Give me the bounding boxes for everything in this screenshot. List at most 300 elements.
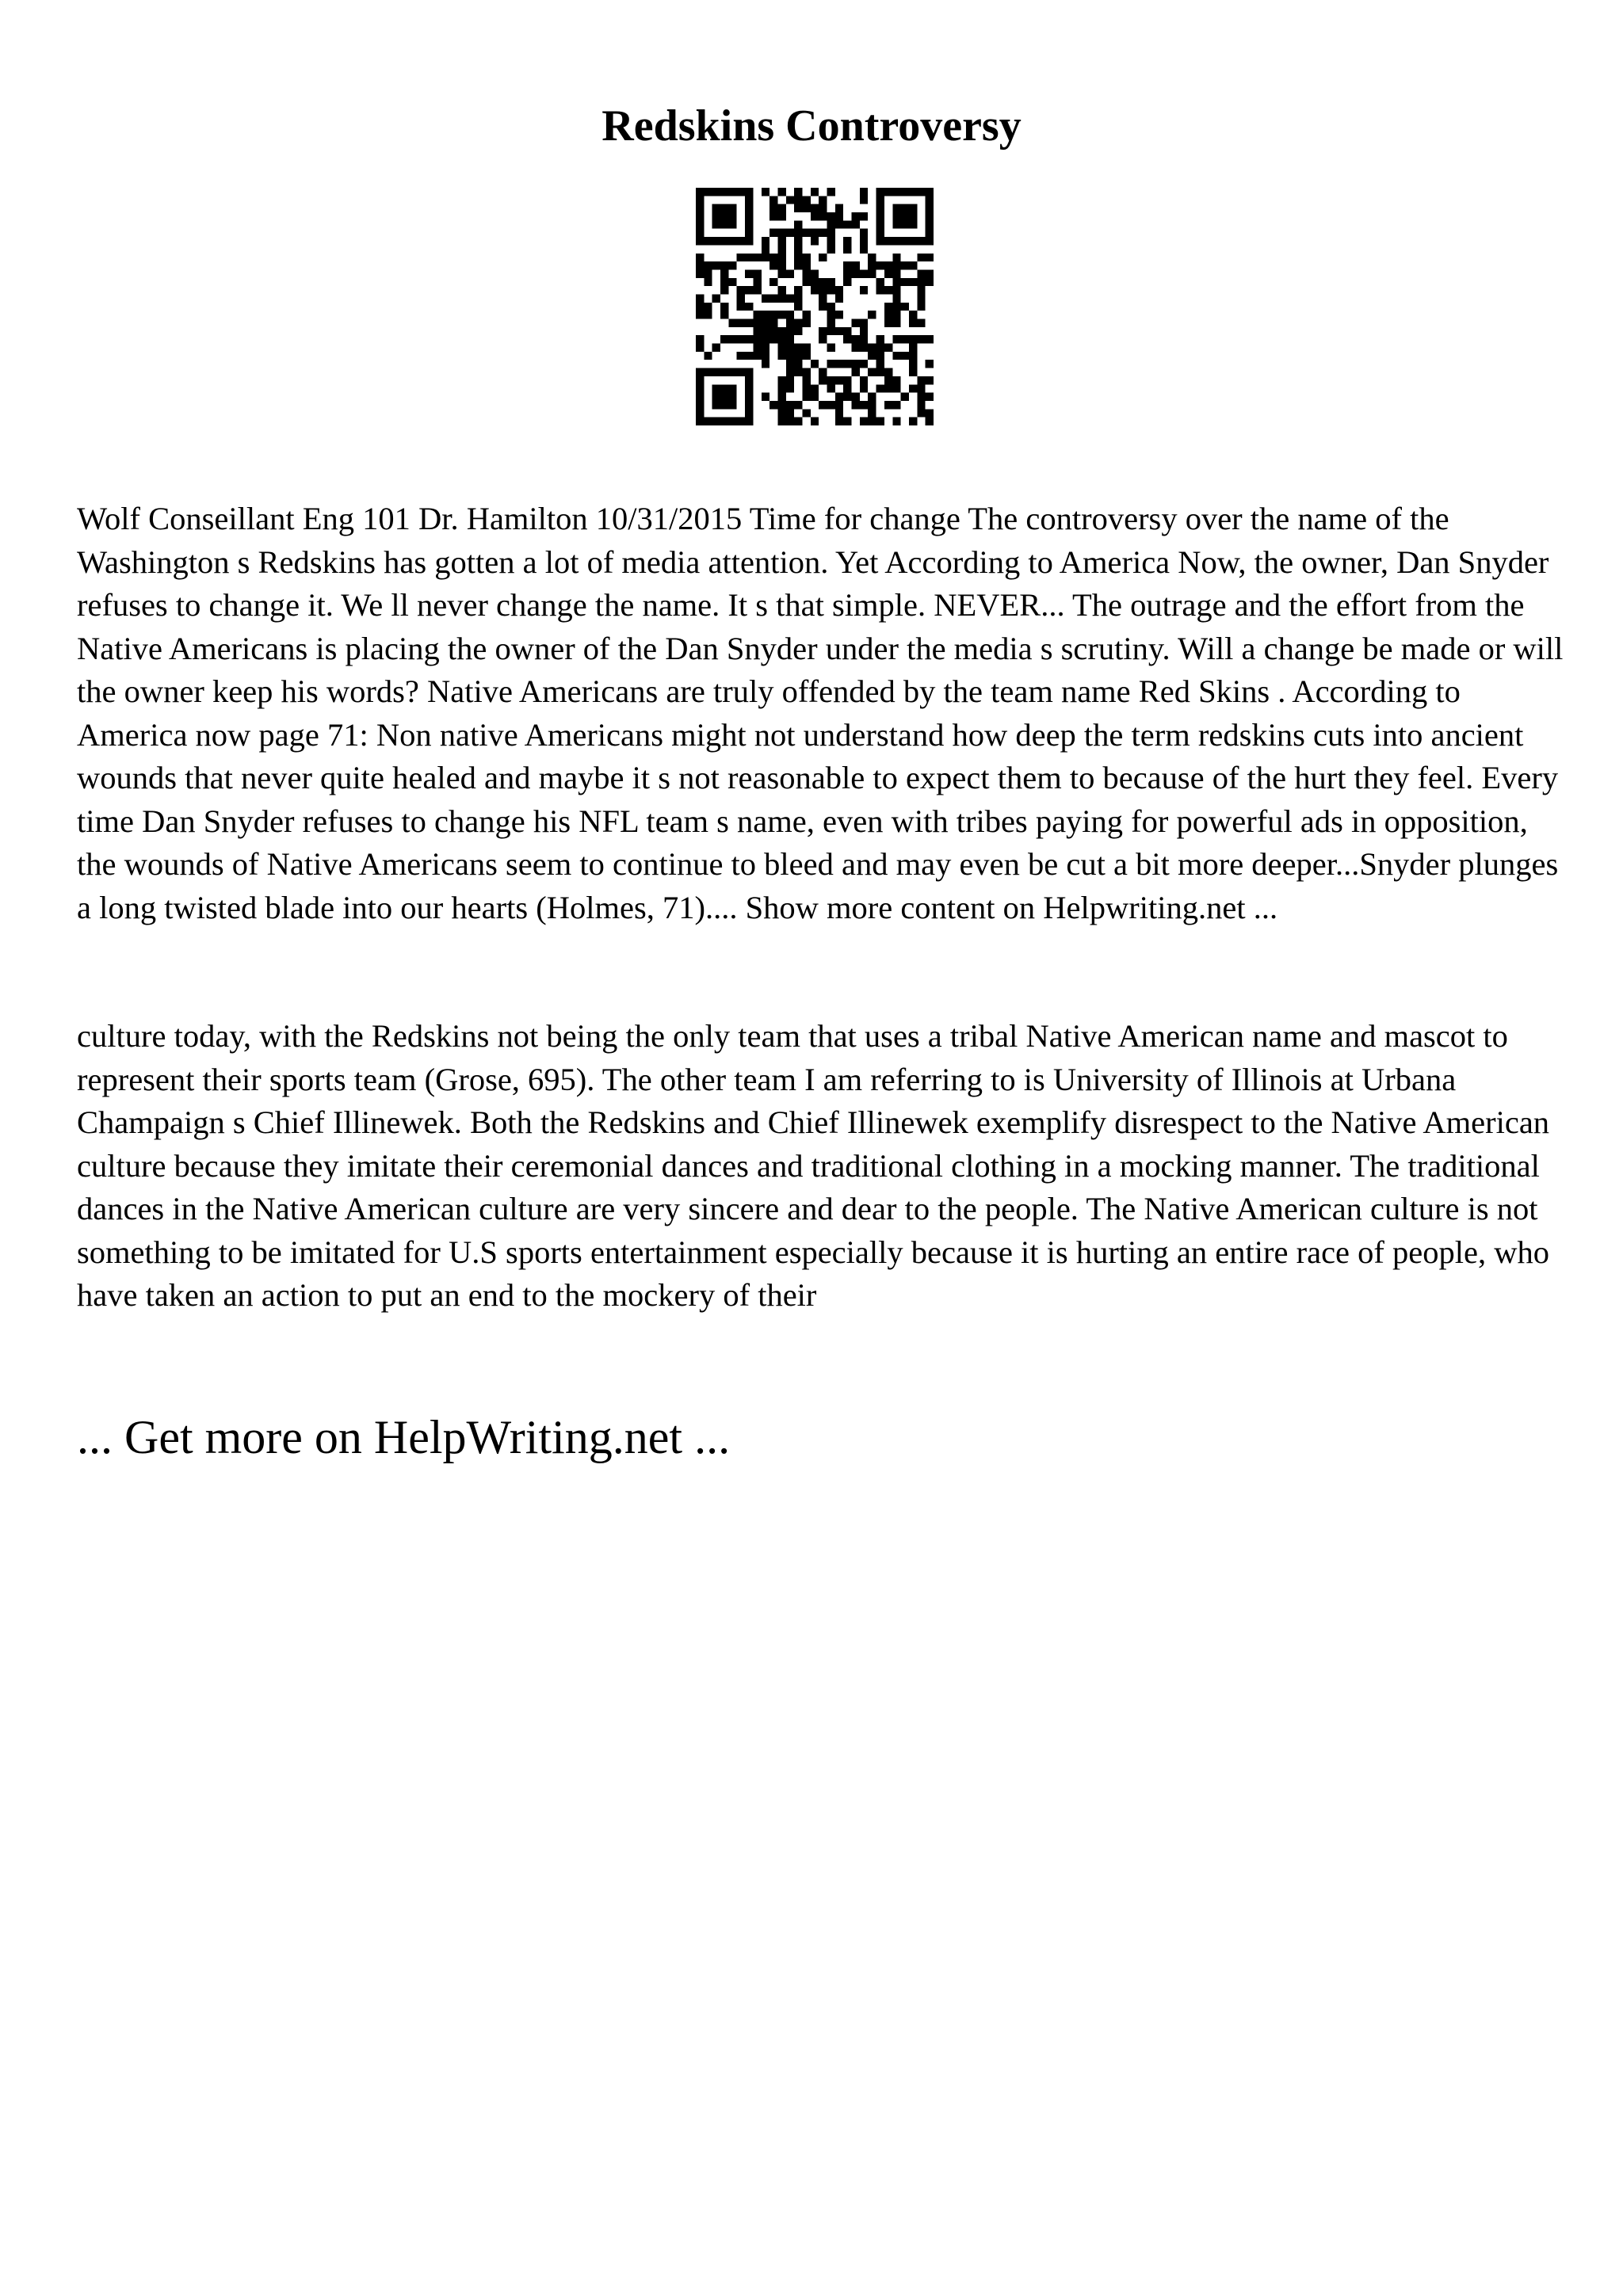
qr-module — [819, 196, 827, 204]
qr-module — [819, 286, 827, 294]
get-more-link[interactable]: ... Get more on HelpWriting.net ... — [77, 1411, 731, 1463]
qr-module — [926, 418, 934, 425]
qr-module — [777, 269, 785, 277]
qr-module — [753, 335, 761, 343]
qr-module — [777, 188, 785, 196]
qr-module — [794, 294, 802, 302]
qr-module — [909, 352, 917, 360]
qr-module — [696, 188, 704, 196]
qr-module — [843, 393, 851, 401]
qr-module — [745, 269, 753, 277]
qr-module — [794, 319, 802, 327]
qr-module — [901, 278, 909, 286]
qr-module — [696, 196, 704, 204]
qr-module — [827, 237, 835, 245]
qr-module — [909, 212, 917, 220]
qr-module — [777, 401, 785, 409]
qr-module — [712, 188, 720, 196]
qr-module — [704, 418, 712, 425]
qr-module — [786, 335, 794, 343]
qr-module — [917, 269, 925, 277]
qr-module — [802, 384, 810, 392]
qr-module — [926, 360, 934, 368]
qr-module — [909, 384, 917, 392]
qr-module — [926, 376, 934, 384]
qr-module — [909, 368, 917, 376]
qr-module — [860, 319, 868, 327]
qr-module — [884, 188, 892, 196]
qr-module — [892, 237, 900, 245]
qr-module — [696, 261, 704, 269]
qr-module — [777, 352, 785, 360]
qr-module — [728, 188, 736, 196]
qr-module — [852, 368, 860, 376]
qr-module — [892, 212, 900, 220]
qr-module — [852, 212, 860, 220]
qr-module — [860, 344, 868, 352]
qr-module — [794, 254, 802, 261]
qr-module — [704, 352, 712, 360]
qr-module — [762, 188, 769, 196]
qr-module — [745, 418, 753, 425]
qr-module — [835, 311, 843, 318]
qr-module — [860, 335, 868, 343]
qr-module — [802, 409, 810, 417]
qr-module — [737, 319, 745, 327]
qr-module — [835, 376, 843, 384]
qr-module — [827, 229, 835, 237]
qr-module — [762, 327, 769, 335]
qr-module — [777, 245, 785, 253]
qr-module — [892, 418, 900, 425]
qr-module — [876, 237, 884, 245]
qr-module — [843, 220, 851, 228]
qr-module — [884, 303, 892, 311]
qr-module — [786, 327, 794, 335]
qr-module — [876, 286, 884, 294]
qr-module — [892, 303, 900, 311]
qr-module — [769, 311, 777, 318]
qr-module — [777, 237, 785, 245]
qr-module — [884, 319, 892, 327]
qr-module — [794, 368, 802, 376]
qr-module — [884, 376, 892, 384]
qr-module — [745, 220, 753, 228]
qr-module — [811, 188, 819, 196]
qr-module — [777, 376, 785, 384]
qr-module — [827, 344, 835, 352]
qr-module — [728, 212, 736, 220]
qr-module — [926, 237, 934, 245]
qr-module — [802, 196, 810, 204]
qr-module — [876, 212, 884, 220]
qr-module — [745, 368, 753, 376]
qr-module — [827, 319, 835, 327]
qr-module — [794, 286, 802, 294]
qr-module — [884, 384, 892, 392]
qr-module — [926, 188, 934, 196]
qr-module — [835, 327, 843, 335]
qr-module — [802, 352, 810, 360]
qr-module — [753, 344, 761, 352]
qr-module — [737, 303, 745, 311]
qr-module — [786, 319, 794, 327]
body-paragraph-1: Wolf Conseillant Eng 101 Dr. Hamilton 10/31/2015 Time for change The controversy over the name of the Washington s Redskins has gotten a lot of media attention. Yet According to America Now, the owner, Dan Snyder refuses to change it. We ll never change the name. It s that simple. NEVER... The outrage and the effort from the Native Americans is placing the owner of the Dan Snyder under the media s scrutiny. Will a change be made or will the owner keep his words? Native Americans are truly offended by the team name Red Skins . According to America now page 71: Non native Americans might not understand how deep the term redskins cuts into ancient wounds that never quite healed and maybe it s not reasonable to expect them to because of the hurt they feel. Every time Dan Snyder refuses to change his NFL team s name, even with tribes paying for powerful ads in opposition, the wounds of Native Americans seem to continue to bleed and may even be cut a bit more deeper...Snyder plunges a long twisted blade into our hearts (Holmes, 71).... Show more content on Helpwriting.net ... — [77, 501, 1564, 925]
qr-module — [860, 188, 868, 196]
qr-module — [737, 418, 745, 425]
qr-module — [876, 352, 884, 360]
qr-module — [835, 286, 843, 294]
qr-module — [926, 393, 934, 401]
qr-module — [843, 237, 851, 245]
qr-module — [712, 204, 720, 212]
qr-module — [720, 286, 728, 294]
qr-module — [745, 196, 753, 204]
qr-module — [909, 319, 917, 327]
qr-module — [696, 418, 704, 425]
qr-module — [720, 393, 728, 401]
qr-module — [860, 401, 868, 409]
qr-module — [720, 368, 728, 376]
qr-module — [892, 220, 900, 228]
qr-module — [769, 229, 777, 237]
qr-module — [827, 311, 835, 318]
qr-module — [835, 393, 843, 401]
qr-module — [827, 245, 835, 253]
qr-module — [868, 352, 876, 360]
qr-module — [802, 261, 810, 269]
qr-module — [917, 376, 925, 384]
qr-module — [811, 204, 819, 212]
qr-module — [917, 286, 925, 294]
qr-module — [811, 360, 819, 368]
qr-module — [876, 344, 884, 352]
qr-module — [868, 368, 876, 376]
qr-module — [909, 311, 917, 318]
qr-module — [794, 352, 802, 360]
qr-module — [811, 212, 819, 220]
qr-module — [901, 393, 909, 401]
qr-module — [745, 376, 753, 384]
qr-module — [884, 368, 892, 376]
qr-module — [712, 261, 720, 269]
qr-module — [892, 188, 900, 196]
qr-module — [843, 278, 851, 286]
qr-module — [696, 344, 704, 352]
qr-module — [786, 196, 794, 204]
qr-module — [819, 278, 827, 286]
qr-module — [819, 254, 827, 261]
qr-module — [819, 368, 827, 376]
qr-module — [843, 376, 851, 384]
qr-module — [827, 286, 835, 294]
qr-module — [876, 384, 884, 392]
qr-module — [786, 311, 794, 318]
qr-module — [802, 344, 810, 352]
qr-module — [827, 360, 835, 368]
qr-module — [876, 188, 884, 196]
qr-module — [769, 327, 777, 335]
qr-module — [786, 368, 794, 376]
qr-module — [712, 344, 720, 352]
qr-module — [802, 269, 810, 277]
qr-module — [794, 360, 802, 368]
qr-module — [712, 384, 720, 392]
qr-module — [777, 229, 785, 237]
qr-module — [704, 278, 712, 286]
qr-module — [819, 212, 827, 220]
qr-module — [745, 409, 753, 417]
qr-module — [843, 327, 851, 335]
qr-module — [745, 204, 753, 212]
qr-module — [835, 212, 843, 220]
qr-module — [884, 261, 892, 269]
qr-module — [745, 212, 753, 220]
qr-module — [769, 261, 777, 269]
qr-module — [884, 237, 892, 245]
qr-module — [843, 269, 851, 277]
qr-module — [762, 237, 769, 245]
qr-module — [745, 393, 753, 401]
qr-module — [917, 393, 925, 401]
qr-module — [728, 220, 736, 228]
qr-module — [704, 311, 712, 318]
qr-module — [802, 204, 810, 212]
qr-module — [696, 376, 704, 384]
qr-module — [892, 376, 900, 384]
qr-module — [802, 393, 810, 401]
qr-module — [909, 204, 917, 212]
qr-module — [876, 368, 884, 376]
qr-module — [892, 311, 900, 318]
qr-module — [843, 245, 851, 253]
qr-module — [745, 237, 753, 245]
qr-module — [794, 229, 802, 237]
qr-module — [835, 204, 843, 212]
qr-module — [737, 237, 745, 245]
qr-module — [737, 286, 745, 294]
qr-module — [843, 261, 851, 269]
qr-module — [762, 311, 769, 318]
qr-module — [745, 401, 753, 409]
qr-module — [852, 220, 860, 228]
qr-module — [892, 261, 900, 269]
qr-module — [728, 335, 736, 343]
qr-module — [777, 204, 785, 212]
qr-module — [704, 368, 712, 376]
qr-module — [827, 212, 835, 220]
qr-module — [819, 401, 827, 409]
qr-module — [860, 237, 868, 245]
qr-module — [901, 352, 909, 360]
qr-module — [769, 204, 777, 212]
qr-module — [720, 269, 728, 277]
qr-module — [696, 254, 704, 261]
qr-module — [794, 237, 802, 245]
qr-module — [720, 278, 728, 286]
qr-module — [884, 269, 892, 277]
qr-module — [769, 335, 777, 343]
qr-module — [696, 294, 704, 302]
qr-module — [860, 360, 868, 368]
qr-module — [777, 393, 785, 401]
qr-module — [777, 344, 785, 352]
qr-module — [811, 418, 819, 425]
qr-module — [712, 237, 720, 245]
qr-module — [802, 278, 810, 286]
qr-module — [769, 401, 777, 409]
qr-module — [737, 254, 745, 261]
qr-module — [901, 220, 909, 228]
qr-module — [926, 335, 934, 343]
qr-module — [712, 418, 720, 425]
qr-module — [868, 393, 876, 401]
qr-module — [728, 393, 736, 401]
qr-module — [696, 401, 704, 409]
qr-module — [827, 384, 835, 392]
qr-module — [696, 409, 704, 417]
qr-module — [728, 418, 736, 425]
qr-module — [892, 286, 900, 294]
qr-module — [728, 278, 736, 286]
qr-module — [811, 237, 819, 245]
qr-module — [909, 188, 917, 196]
qr-module — [852, 335, 860, 343]
qr-module — [901, 204, 909, 212]
qr-module — [720, 311, 728, 318]
qr-module — [835, 360, 843, 368]
qr-module — [901, 303, 909, 311]
qr-module — [720, 335, 728, 343]
qr-module — [786, 376, 794, 384]
qr-module — [802, 319, 810, 327]
qr-module — [852, 261, 860, 269]
qr-module — [827, 327, 835, 335]
qr-module — [909, 360, 917, 368]
qr-module — [835, 409, 843, 417]
qr-module — [843, 418, 851, 425]
qr-module — [696, 311, 704, 318]
qr-module — [926, 204, 934, 212]
qr-module — [827, 376, 835, 384]
qr-module — [728, 368, 736, 376]
qr-code-icon — [696, 188, 934, 425]
qr-module — [868, 261, 876, 269]
qr-module — [794, 303, 802, 311]
qr-module — [777, 261, 785, 269]
qr-module — [892, 204, 900, 212]
qr-module — [777, 311, 785, 318]
qr-module — [762, 294, 769, 302]
qr-module — [696, 303, 704, 311]
qr-module — [876, 229, 884, 237]
qr-module — [926, 229, 934, 237]
qr-module — [762, 319, 769, 327]
qr-module — [737, 352, 745, 360]
qr-module — [876, 335, 884, 343]
qr-module — [802, 254, 810, 261]
qr-module — [745, 188, 753, 196]
qr-module — [794, 220, 802, 228]
qr-module — [753, 352, 761, 360]
qr-module — [777, 335, 785, 343]
qr-module — [876, 204, 884, 212]
qr-module — [696, 237, 704, 245]
qr-module — [892, 401, 900, 409]
qr-module — [720, 261, 728, 269]
qr-module — [892, 384, 900, 392]
qr-module — [720, 401, 728, 409]
qr-module — [852, 360, 860, 368]
qr-module — [884, 311, 892, 318]
qr-module — [777, 286, 785, 294]
qr-module — [745, 229, 753, 237]
qr-module — [794, 401, 802, 409]
qr-module — [901, 212, 909, 220]
qr-module — [786, 401, 794, 409]
qr-module — [917, 384, 925, 392]
qr-module — [794, 344, 802, 352]
page-title: Redskins Controversy — [601, 101, 1022, 151]
qr-module — [819, 229, 827, 237]
qr-module — [728, 237, 736, 245]
qr-module — [786, 344, 794, 352]
qr-module — [720, 188, 728, 196]
qr-module — [696, 204, 704, 212]
qr-module — [704, 237, 712, 245]
qr-module — [926, 212, 934, 220]
qr-module — [868, 344, 876, 352]
qr-module — [827, 278, 835, 286]
qr-module — [786, 269, 794, 277]
qr-module — [835, 294, 843, 302]
qr-module — [884, 344, 892, 352]
qr-module — [892, 254, 900, 261]
qr-module — [745, 384, 753, 392]
qr-module — [901, 237, 909, 245]
qr-module — [884, 286, 892, 294]
qr-module — [876, 278, 884, 286]
qr-module — [868, 401, 876, 409]
qr-module — [876, 196, 884, 204]
qr-module — [811, 393, 819, 401]
qr-module — [777, 418, 785, 425]
qr-module — [777, 212, 785, 220]
qr-module — [909, 261, 917, 269]
qr-module — [860, 269, 868, 277]
qr-module — [917, 303, 925, 311]
qr-module — [811, 384, 819, 392]
qr-module — [762, 245, 769, 253]
qr-module — [909, 237, 917, 245]
qr-module — [794, 188, 802, 196]
qr-module — [892, 294, 900, 302]
qr-module — [892, 335, 900, 343]
qr-module — [843, 384, 851, 392]
qr-module — [762, 360, 769, 368]
qr-module — [860, 418, 868, 425]
qr-module — [827, 220, 835, 228]
qr-module — [901, 188, 909, 196]
body-paragraph-2: culture today, with the Redskins not being the only team that uses a tribal Native American name and mascot to represent their sports team (Grose, 695). The other team I am referring to is University of Illinois at Urbana Champaign s Chief Illinewek. Both the Redskins and Chief Illinewek exemplify disrespect to the Native American culture because they imitate their ceremonial dances and traditional clothing in a mocking manner. The traditional dances in the Native American culture are very sincere and dear to the people. The Native American culture is not something to be imitated for U.S sports entertainment especially because it is hurting an entire race of people, who have taken an action to put an end to the mockery of their — [77, 1018, 1550, 1313]
qr-module — [892, 278, 900, 286]
qr-module — [802, 368, 810, 376]
qr-module — [745, 303, 753, 311]
qr-module — [712, 294, 720, 302]
qr-module — [696, 220, 704, 228]
qr-module — [753, 327, 761, 335]
qr-module — [786, 384, 794, 392]
